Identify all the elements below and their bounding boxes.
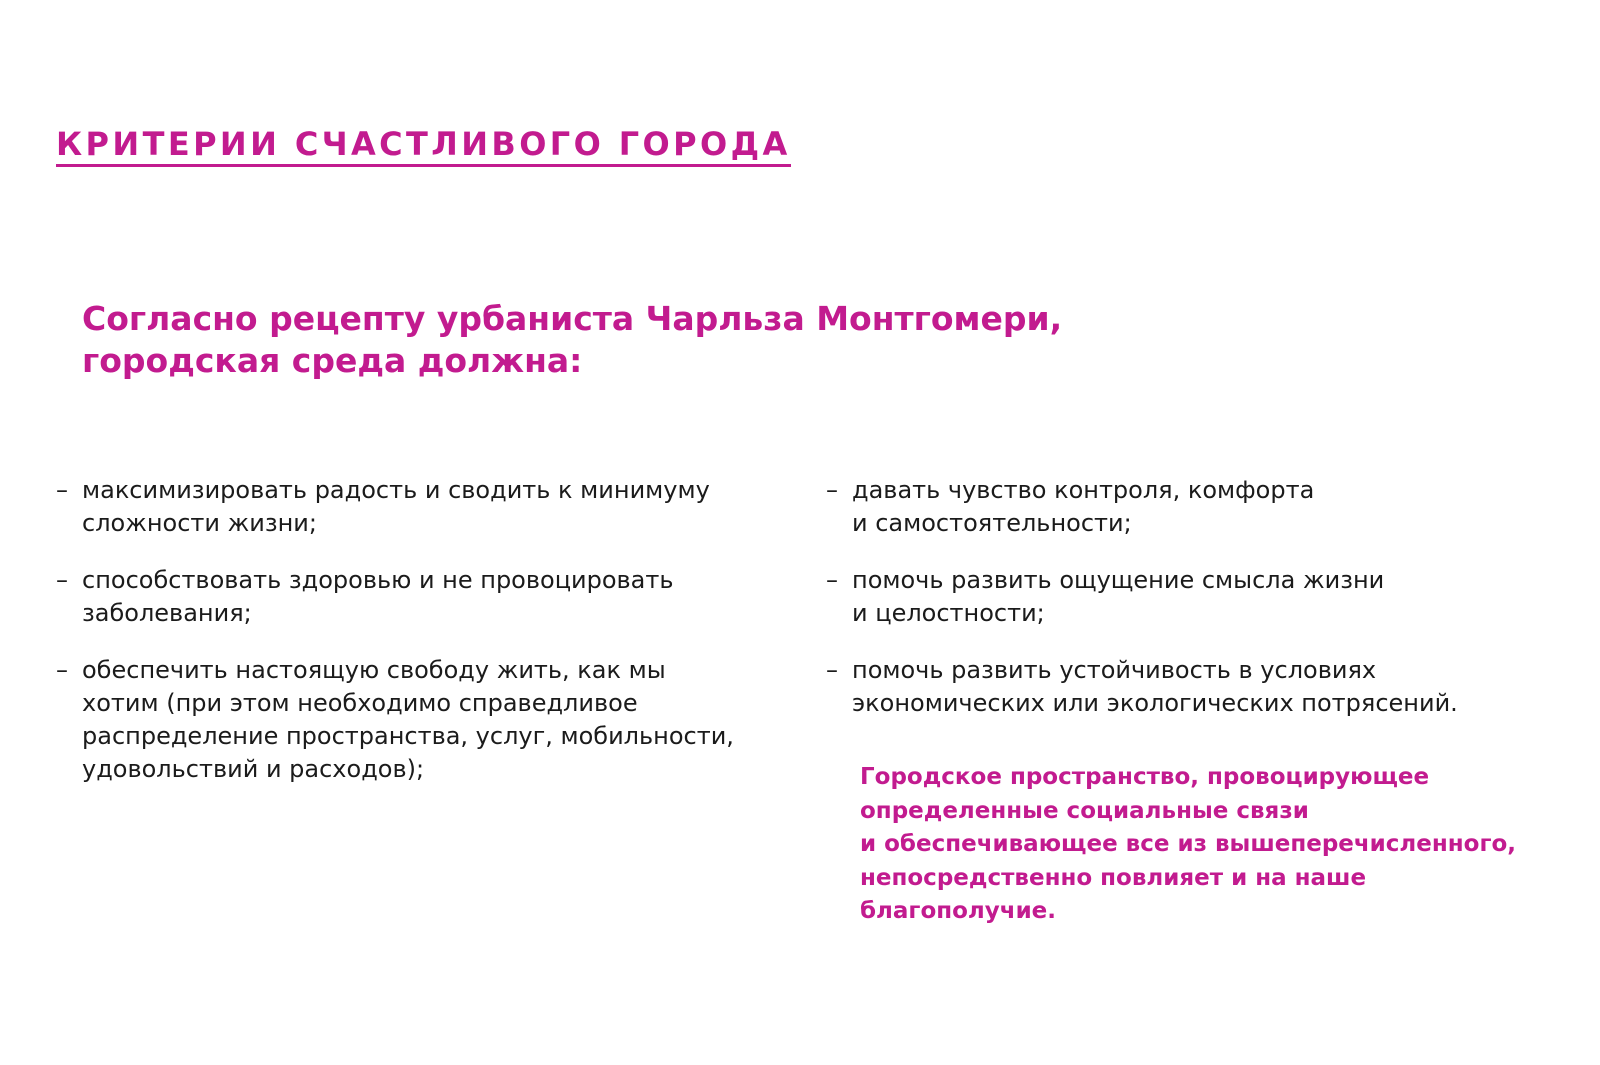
subtitle-line: городская среда должна: bbox=[82, 341, 583, 380]
list-item bbox=[826, 474, 1566, 540]
dash-bullet: – bbox=[56, 656, 68, 684]
list-item bbox=[56, 564, 816, 630]
callout-line: определенные социальные связи bbox=[860, 797, 1309, 824]
list-item-line: помочь развить устойчивость в условиях bbox=[852, 656, 1377, 684]
list-item-line: заболевания; bbox=[82, 599, 252, 627]
list-item-line: способствовать здоровью и не провоцировать bbox=[82, 566, 674, 594]
callout-line: непосредственно повлияет и на наше bbox=[860, 864, 1367, 891]
list-item-line: и самостоятельности; bbox=[852, 509, 1132, 537]
callout-line: благополучие. bbox=[860, 898, 1057, 924]
list-item-line: давать чувство контроля, комфорта bbox=[852, 476, 1315, 504]
list-item bbox=[826, 654, 1566, 720]
right-criteria-list bbox=[826, 474, 1566, 744]
callout-line: Городское пространство, провоцирующее bbox=[860, 764, 1430, 790]
list-item-line: и целостности; bbox=[852, 599, 1045, 627]
dash-bullet: – bbox=[826, 566, 838, 594]
list-item-line: распределение пространства, услуг, мобильности, bbox=[82, 722, 734, 750]
list-item bbox=[56, 474, 816, 540]
list-item-line: экономических или экологических потрясений. bbox=[852, 689, 1458, 717]
subtitle-line: Согласно рецепту урбаниста Чарльза Монтгомери, bbox=[82, 299, 1063, 338]
list-item-line: хотим (при этом необходимо справедливое bbox=[82, 689, 638, 717]
list-item bbox=[56, 654, 816, 786]
list-item-line: удовольствий и расходов); bbox=[82, 755, 425, 783]
subtitle bbox=[82, 298, 1062, 382]
callout-line: и обеспечивающее все из вышеперечисленного, bbox=[860, 831, 1517, 857]
left-criteria-list bbox=[56, 474, 816, 810]
list-item-line: максимизировать радость и сводить к минимуму bbox=[82, 476, 710, 504]
dash-bullet: – bbox=[826, 656, 838, 684]
page-title: КРИТЕРИИ СЧАСТЛИВОГО ГОРОДА bbox=[56, 124, 791, 167]
list-item-line: обеспечить настоящую свободу жить, как мы bbox=[82, 656, 666, 684]
list-item-line: сложности жизни; bbox=[82, 509, 317, 537]
list-item bbox=[826, 564, 1566, 630]
list-item-line: помочь развить ощущение смысла жизни bbox=[852, 566, 1385, 594]
dash-bullet: – bbox=[56, 476, 68, 504]
callout-text bbox=[860, 761, 1516, 929]
dash-bullet: – bbox=[826, 476, 838, 504]
dash-bullet: – bbox=[56, 566, 68, 594]
